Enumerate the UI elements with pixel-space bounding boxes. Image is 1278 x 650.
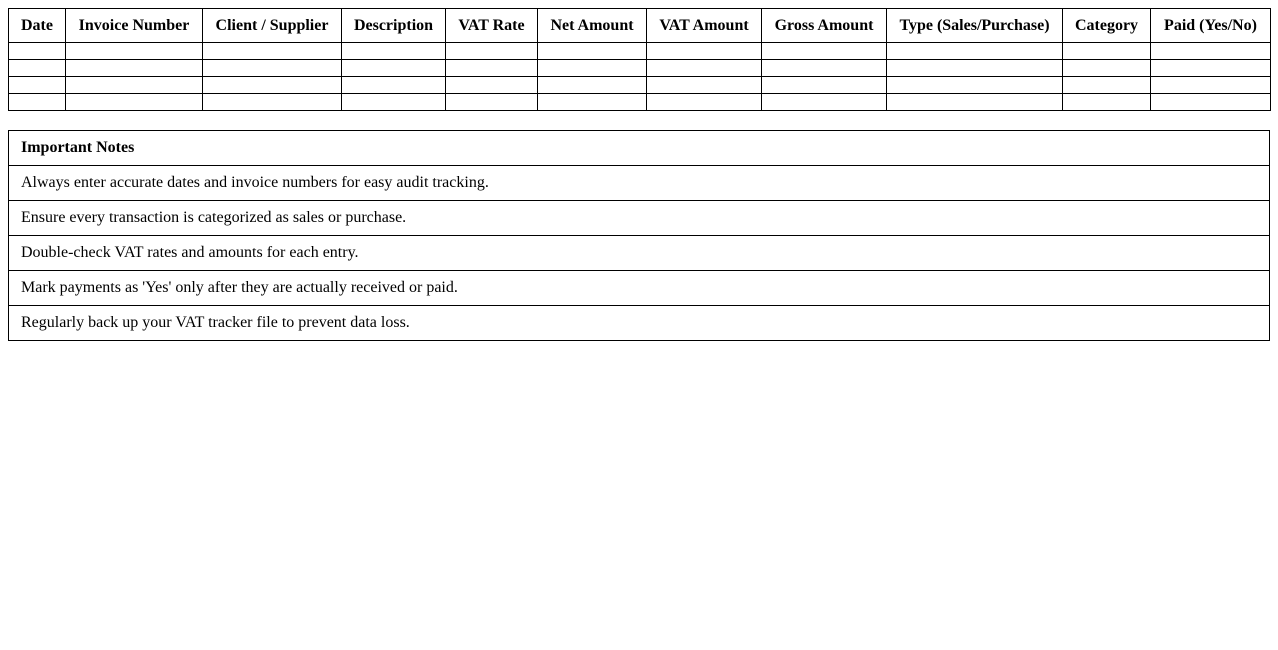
table-cell[interactable] [1063, 43, 1151, 60]
note-row [9, 166, 1270, 201]
table-cell[interactable] [887, 60, 1063, 77]
note-text: Double-check VAT rates and amounts for each entry. [9, 236, 1270, 271]
notes-header-row [9, 131, 1270, 166]
table-cell[interactable] [66, 94, 203, 111]
table-row [9, 77, 1271, 94]
table-cell[interactable] [342, 60, 446, 77]
table-cell[interactable] [9, 43, 66, 60]
note-row [9, 236, 1270, 271]
table-cell[interactable] [887, 94, 1063, 111]
table-row [9, 94, 1271, 111]
table-cell[interactable] [647, 43, 762, 60]
table-cell[interactable] [66, 77, 203, 94]
note-row [9, 271, 1270, 306]
table-cell[interactable] [446, 94, 538, 111]
note-row [9, 306, 1270, 341]
table-cell[interactable] [342, 94, 446, 111]
table-cell[interactable] [203, 77, 342, 94]
table-cell[interactable] [1151, 43, 1271, 60]
table-cell[interactable] [1151, 77, 1271, 94]
table-cell[interactable] [203, 60, 342, 77]
table-cell[interactable] [9, 60, 66, 77]
table-cell[interactable] [647, 60, 762, 77]
table-cell[interactable] [538, 77, 647, 94]
table-cell[interactable] [538, 60, 647, 77]
notes-title: Important Notes [9, 131, 1270, 166]
table-cell[interactable] [538, 43, 647, 60]
vat-tracker-table [8, 8, 1271, 111]
column-header-net-amount: Net Amount [538, 9, 647, 43]
table-cell[interactable] [1063, 60, 1151, 77]
table-cell[interactable] [647, 77, 762, 94]
table-cell[interactable] [446, 43, 538, 60]
table-cell[interactable] [762, 60, 887, 77]
table-cell[interactable] [1063, 77, 1151, 94]
table-cell[interactable] [762, 77, 887, 94]
table-header-row [9, 9, 1271, 43]
column-header-vat-rate: VAT Rate [446, 9, 538, 43]
note-text: Mark payments as 'Yes' only after they are actually received or paid. [9, 271, 1270, 306]
column-header-client-supplier: Client / Supplier [203, 9, 342, 43]
table-cell[interactable] [887, 77, 1063, 94]
column-header-date: Date [9, 9, 66, 43]
note-text: Ensure every transaction is categorized as sales or purchase. [9, 201, 1270, 236]
important-notes-table [8, 130, 1270, 341]
table-cell[interactable] [762, 43, 887, 60]
column-header-category: Category [1063, 9, 1151, 43]
table-cell[interactable] [538, 94, 647, 111]
table-cell[interactable] [887, 43, 1063, 60]
table-cell[interactable] [9, 94, 66, 111]
table-cell[interactable] [762, 94, 887, 111]
column-header-type: Type (Sales/Purchase) [887, 9, 1063, 43]
table-cell[interactable] [203, 94, 342, 111]
table-row [9, 60, 1271, 77]
column-header-gross-amount: Gross Amount [762, 9, 887, 43]
column-header-invoice-number: Invoice Number [66, 9, 203, 43]
table-cell[interactable] [342, 43, 446, 60]
table-cell[interactable] [66, 43, 203, 60]
column-header-description: Description [342, 9, 446, 43]
table-cell[interactable] [1151, 94, 1271, 111]
table-cell[interactable] [9, 77, 66, 94]
column-header-paid: Paid (Yes/No) [1151, 9, 1271, 43]
table-row [9, 43, 1271, 60]
table-cell[interactable] [1151, 60, 1271, 77]
table-cell[interactable] [66, 60, 203, 77]
table-cell[interactable] [203, 43, 342, 60]
note-text: Always enter accurate dates and invoice numbers for easy audit tracking. [9, 166, 1270, 201]
table-cell[interactable] [446, 77, 538, 94]
note-row [9, 201, 1270, 236]
note-text: Regularly back up your VAT tracker file to prevent data loss. [9, 306, 1270, 341]
table-cell[interactable] [1063, 94, 1151, 111]
table-cell[interactable] [342, 77, 446, 94]
table-cell[interactable] [446, 60, 538, 77]
table-cell[interactable] [647, 94, 762, 111]
column-header-vat-amount: VAT Amount [647, 9, 762, 43]
